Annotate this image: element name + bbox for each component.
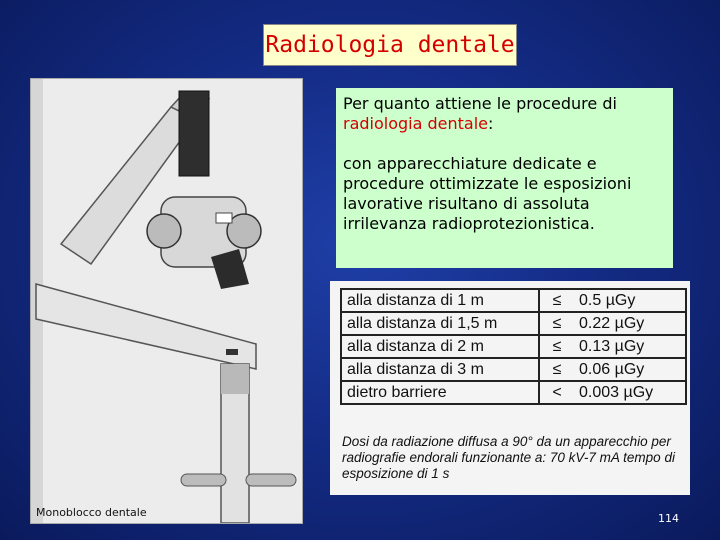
comparison-symbol: ≤ xyxy=(539,335,574,358)
table-row xyxy=(341,335,686,358)
dose-unit: µGy xyxy=(623,383,654,401)
dose-unit: µGy xyxy=(614,314,645,332)
dose-value-cell xyxy=(574,335,686,358)
intro-colon: : xyxy=(488,114,494,133)
dose-value-cell xyxy=(574,289,686,312)
distance-cell: dietro barriere xyxy=(341,381,539,404)
table-note: Dosi da radiazione diffusa a 90° da un apparecchio per radiografie endorali funzionante a: 70 kV-7 mA tempo di esposizione di 1 s xyxy=(342,434,675,481)
dose-value-cell xyxy=(574,312,686,335)
table-row xyxy=(341,358,686,381)
intro-text xyxy=(343,94,667,134)
intro-line: Per quanto attiene le procedure di xyxy=(343,94,617,113)
dose-value: 0.22 xyxy=(579,314,611,332)
comparison-symbol: ≤ xyxy=(539,312,574,335)
dose-unit: µGy xyxy=(605,291,636,309)
distance-cell: alla distanza di 1 m xyxy=(341,289,539,312)
dose-table xyxy=(340,288,687,405)
dose-value: 0.003 xyxy=(579,383,620,401)
comparison-symbol: ≤ xyxy=(539,358,574,381)
dose-value: 0.5 xyxy=(579,291,602,309)
comparison-symbol: < xyxy=(539,381,574,404)
dose-unit: µGy xyxy=(614,360,645,378)
dose-value-cell xyxy=(574,381,686,404)
slide-title-text: Radiologia dentale xyxy=(265,32,515,58)
slide-title xyxy=(263,24,517,66)
distance-cell: alla distanza di 1,5 m xyxy=(341,312,539,335)
description-box xyxy=(336,88,673,268)
dose-unit: µGy xyxy=(614,337,645,355)
table-row xyxy=(341,381,686,404)
distance-cell: alla distanza di 3 m xyxy=(341,358,539,381)
page-number: 114 xyxy=(658,512,679,525)
conclusion-text: con apparecchiature dedicate e procedure ottimizzate le esposizioni lavorative risultano di assoluta irrilevanza radioprotezionistica. xyxy=(343,154,632,233)
table-row xyxy=(341,312,686,335)
dose-value: 0.13 xyxy=(579,337,611,355)
distance-cell: alla distanza di 2 m xyxy=(341,335,539,358)
dental-xray-unit-illustration xyxy=(31,79,302,523)
dose-value-cell xyxy=(574,358,686,381)
dose-table-panel xyxy=(330,281,690,495)
photo-caption: Monoblocco dentale xyxy=(36,506,147,519)
table-row xyxy=(341,289,686,312)
comparison-symbol: ≤ xyxy=(539,289,574,312)
dental-xray-unit-photo xyxy=(30,78,303,524)
highlight-term: radiologia dentale xyxy=(343,114,489,133)
dose-value: 0.06 xyxy=(579,360,611,378)
